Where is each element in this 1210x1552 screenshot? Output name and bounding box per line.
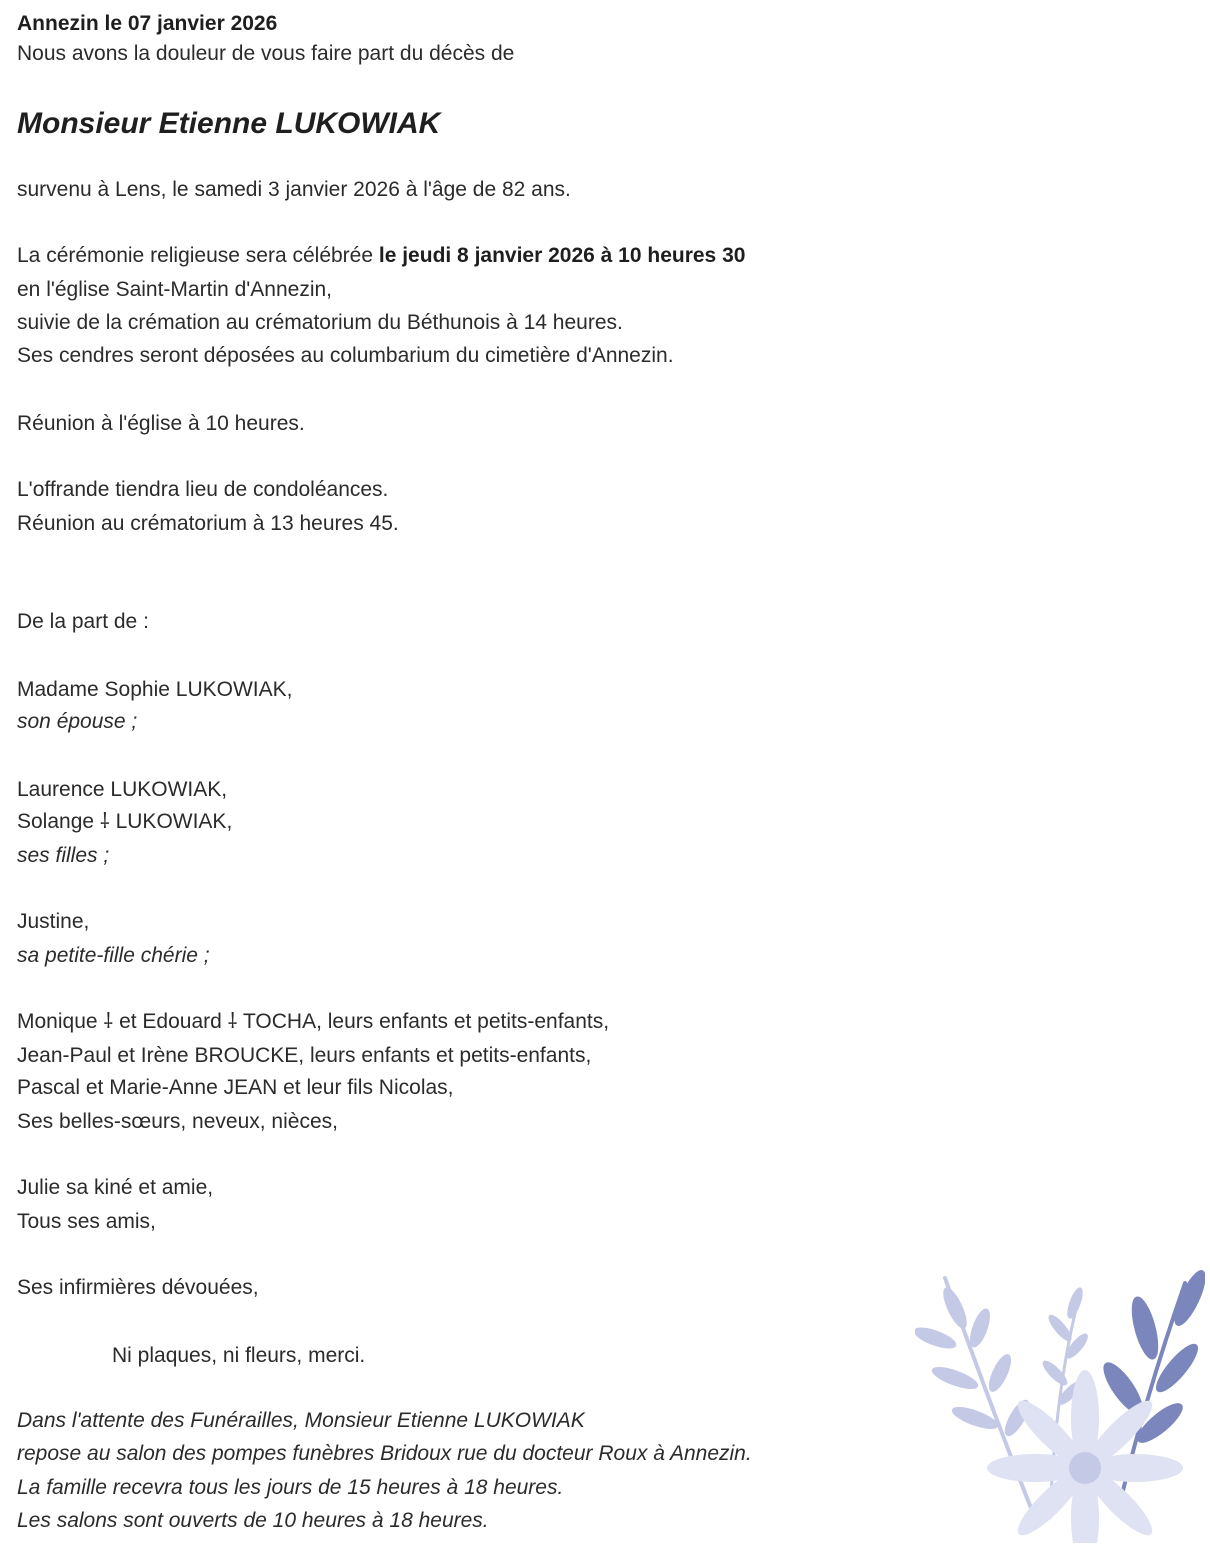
meeting-church: Réunion à l'église à 10 heures. xyxy=(17,412,305,435)
ceremony-line-1 xyxy=(17,243,745,269)
daughters-role: ses filles ; xyxy=(17,844,110,867)
intro-text: Nous avons la douleur de vous faire part du décès de xyxy=(17,42,515,65)
floral-branch-icon xyxy=(915,1268,1205,1543)
ceremony-line-3: suivie de la crémation au crématorium du Béthunois à 14 heures. xyxy=(17,311,623,334)
friend-2: Tous ses amis, xyxy=(17,1210,156,1233)
ceremony-prefix: La cérémonie religieuse sera célébrée xyxy=(17,244,379,267)
spouse-role: son épouse ; xyxy=(17,710,138,733)
meeting-crematorium: Réunion au crématorium à 13 heures 45. xyxy=(17,512,399,535)
spouse-name: Madame Sophie LUKOWIAK, xyxy=(17,678,293,701)
offering-line: L'offrande tiendra lieu de condoléances. xyxy=(17,478,389,501)
no-flowers-line: Ni plaques, ni fleurs, merci. xyxy=(112,1344,366,1367)
ceremony-line-2: en l'église Saint-Martin d'Annezin, xyxy=(17,278,333,301)
daughter-2: Solange ⸸ LUKOWIAK, xyxy=(17,810,233,833)
family-intro: De la part de : xyxy=(17,610,149,633)
deceased-name: Monsieur Etienne LUKOWIAK xyxy=(17,107,441,140)
friend-1: Julie sa kiné et amie, xyxy=(17,1176,214,1199)
notice-line-4: Les salons sont ouverts de 10 heures à 18 heures. xyxy=(17,1509,489,1532)
death-line: survenu à Lens, le samedi 3 janvier 2026 à l'âge de 82 ans. xyxy=(17,178,571,201)
relative-3: Pascal et Marie-Anne JEAN et leur fils Nicolas, xyxy=(17,1076,454,1099)
place-date: Annezin le 07 janvier 2026 xyxy=(17,12,278,35)
daughter-1: Laurence LUKOWIAK, xyxy=(17,778,228,801)
notice-line-3: La famille recevra tous les jours de 15 heures à 18 heures. xyxy=(17,1476,564,1499)
granddaughter-name: Justine, xyxy=(17,910,90,933)
relative-2: Jean-Paul et Irène BROUCKE, leurs enfants et petits-enfants, xyxy=(17,1044,592,1067)
ceremony-date-time: le jeudi 8 janvier 2026 à 10 heures 30 xyxy=(378,244,746,267)
ceremony-line-4: Ses cendres seront déposées au columbarium du cimetière d'Annezin. xyxy=(17,344,674,367)
relative-4: Ses belles-sœurs, neveux, nièces, xyxy=(17,1110,338,1133)
notice-line-2: repose au salon des pompes funèbres Bridoux rue du docteur Roux à Annezin. xyxy=(17,1442,752,1465)
notice-line-1: Dans l'attente des Funérailles, Monsieur Etienne LUKOWIAK xyxy=(17,1409,585,1432)
nurses-line: Ses infirmières dévouées, xyxy=(17,1276,259,1299)
granddaughter-role: sa petite-fille chérie ; xyxy=(17,944,210,967)
relative-1: Monique ⸸ et Edouard ⸸ TOCHA, leurs enfants et petits-enfants, xyxy=(17,1010,610,1033)
